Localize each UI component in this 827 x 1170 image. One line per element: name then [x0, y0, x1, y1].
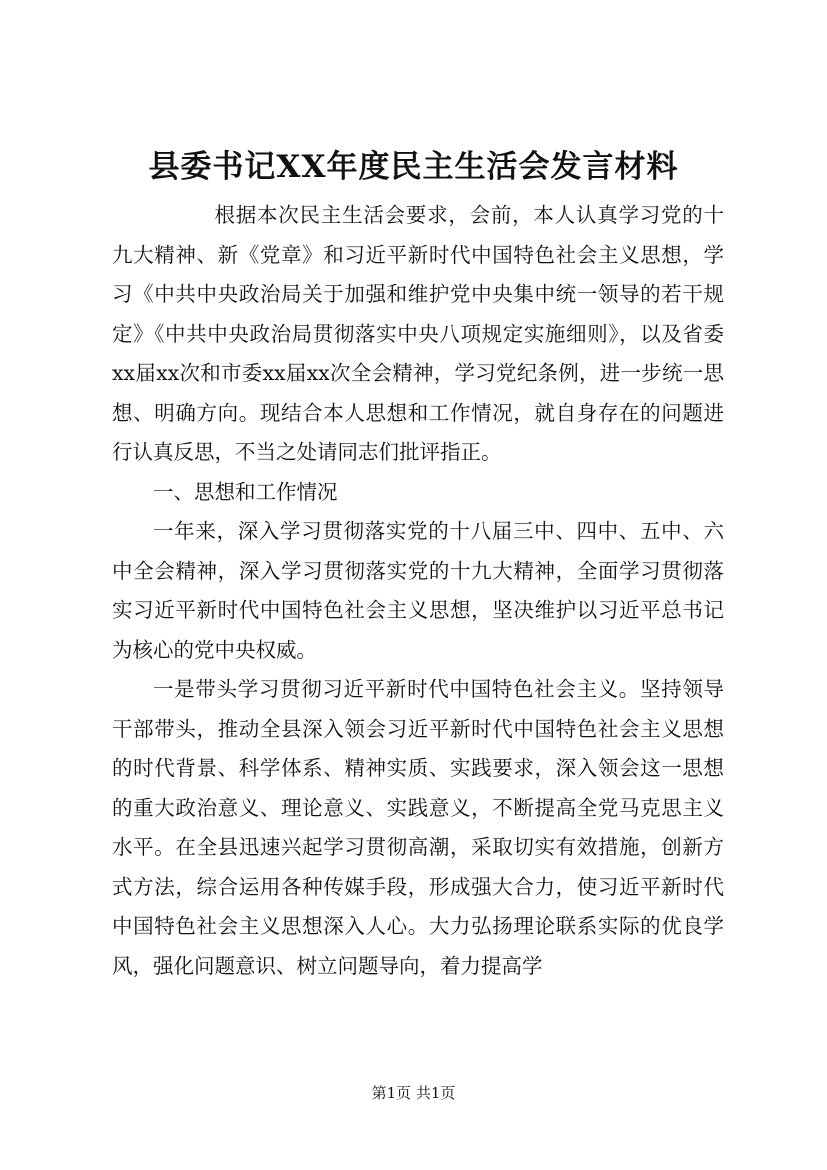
section-heading: 一、思想和工作情况 — [153, 479, 338, 504]
page-footer — [0, 1083, 827, 1103]
paragraph-intro: 根据本次民主生活会要求，会前，本人认真学习党的十九大精神、新《党章》和习近平新时代中国特色社会主义思想，学习《中共中央政治局关于加强和维护党中央集中统一领导的若干规定》《中共中央政治局贯彻落实中央八项规定实施细则》，以及省委xx届xx次和市委xx届xx次全会精神，学习党纪条例，进一步统一思想、明确方向。现结合本人思想和工作情况，就自身存在的问题进行认真反思，不当之处请同志们批评指正。 — [112, 203, 724, 464]
page-number-label: 第1页 共1页 — [371, 1084, 456, 1102]
document-body — [112, 196, 724, 986]
paragraph-point-one: 一是带头学习贯彻习近平新时代中国特色社会主义。坚持领导干部带头，推动全县深入领会习近平新时代中国特色社会主义思想的时代背景、科学体系、精神实质、实践要求，深入领会这一思想的重大政治意义、理论意义、实践意义，不断提高全党马克思主义水平。在全县迅速兴起学习贯彻高潮，采取切实有效措施，创新方式方法，综合运用各种传媒手段，形成强大合力，使习近平新时代中国特色社会主义思想深入人心。大力弘扬理论联系实际的优良学风，强化问题意识、树立问题导向，着力提高学 — [112, 677, 724, 978]
paragraph-overview: 一年来，深入学习贯彻落实党的十八届三中、四中、五中、六中全会精神，深入学习贯彻落实党的十九大精神，全面学习贯彻落实习近平新时代中国特色社会主义思想，坚决维护以习近平总书记为核心的党中央权威。 — [112, 519, 724, 662]
document-title: 县委书记XX年度民主生活会发言材料 — [148, 149, 679, 185]
